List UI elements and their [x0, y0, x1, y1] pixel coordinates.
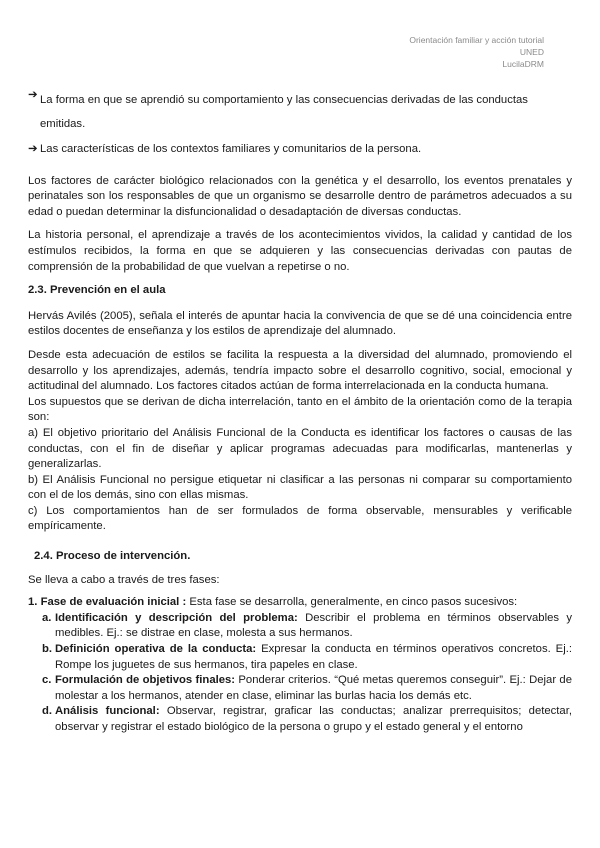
step-text: Observar, registrar, graficar las conductas; analizar prerrequisitos; detectar, observar y registrar el estado biológico de la persona o grupo y el estado general y el entorno: [55, 705, 572, 733]
header-university: UNED: [519, 47, 544, 57]
bullet-text: La forma en que se aprendió su comportamiento y las consecuencias derivadas de las conductas emitidas.: [40, 94, 528, 130]
step-title: Definición operativa de la conducta:: [55, 643, 257, 656]
paragraph: Desde esta adecuación de estilos se facilita la respuesta a la diversidad del alumnado, promoviendo el desarrollo y los aprendizajes, además, tendría impacto sobre el desarrollo cognitivo, social, emocional y actitudinal del alumnado. Los factores citados actúan de forma interrelacionada en la conducta humana.: [28, 348, 572, 393]
section-heading: 2.4. Proceso de intervención.: [34, 550, 191, 563]
paragraph: Los factores de carácter biológico relacionados con la genética y el desarrollo, los eventos prenatales y perinatales son los responsables de que un organismo se desarrolle dentro de parámetros adecuados a su edad o puedan determinar la disfuncionalidad o desadaptación de diversas conductas.: [28, 174, 572, 218]
document-body: [28, 88, 572, 736]
phase-item: [28, 595, 572, 735]
phase-number: 1.: [28, 596, 38, 609]
bullet-text: Las características de los contextos familiares y comunitarios de la persona.: [40, 143, 422, 155]
header-author: LucilaDRM: [502, 59, 544, 69]
step-list: [28, 611, 572, 736]
phase-title: Fase de evaluación inicial :: [40, 596, 187, 609]
step-letter: a.: [42, 611, 52, 624]
paragraph: c) Los comportamientos han de ser formulados de forma observable, mensurables y verificable empíricamente.: [28, 504, 572, 533]
step-title: Identificación y descripción del problema:: [55, 611, 298, 624]
paragraph: Hervás Avilés (2005), señala el interés de apuntar hacia la convivencia de que se dé una coincidencia entre estilos docentes de enseñanza y los estilos de aprendizaje del alumnado.: [28, 309, 572, 338]
paragraph: Se lleva a cabo a través de tres fases:: [28, 573, 220, 586]
section-heading: 2.3. Prevención en el aula: [28, 284, 166, 297]
step-letter: d.: [42, 705, 53, 718]
step-text: Ponderar criterios. “Qué metas queremos conseguir”. Ej.: Dejar de molestar a los hermanos, atender en clase, eliminar las burlas hacia los demás etc.: [55, 674, 572, 702]
step-item: [42, 611, 572, 642]
step-title: Análisis funcional:: [55, 705, 160, 718]
step-item: [42, 642, 572, 673]
phase-description: Esta fase se desarrolla, generalmente, en cinco pasos sucesivos:: [186, 596, 518, 609]
page-header: [409, 34, 544, 70]
step-text: Describir el problema en términos observables y medibles. Ej.: se distrae en clase, molesta a sus hermanos.: [55, 611, 572, 640]
arrow-right-icon: ➔: [28, 89, 38, 101]
step-item: [42, 673, 572, 704]
step-title: Formulación de objetivos finales:: [55, 674, 236, 687]
step-letter: c.: [42, 674, 52, 687]
paragraph: a) El objetivo prioritario del Análisis Funcional de la Conducta es identificar los factores o causas de las conductas, con el fin de diseñar y aplicar programas adecuadas para modificarlas, mantenerlas y generalizarlas.: [28, 426, 572, 471]
step-item: [42, 704, 572, 735]
arrow-right-icon: ➔: [28, 143, 38, 155]
paragraph: La historia personal, el aprendizaje a través de los acontecimientos vividos, la calidad y cantidad de los estímulos recibidos, la forma en que se adquieren y las consecuencias derivadas con pautas de comprensión de la probabilidad de que vuelvan a repetirse o no.: [28, 229, 572, 273]
bullet-item: [28, 88, 572, 136]
phase-list: [28, 595, 572, 735]
step-text: Expresar la conducta en términos operativos concretos. Ej.: Rompe los juguetes de sus hermanos, tira papeles en clase.: [55, 643, 573, 671]
header-course-title: Orientación familiar y acción tutorial: [409, 35, 544, 45]
bullet-item: [28, 142, 572, 158]
step-letter: b.: [42, 643, 53, 656]
paragraph: b) El Análisis Funcional no persigue etiquetar ni clasificar a las personas ni comparar su comportamiento con el de los demás, sino con ellas mismas.: [28, 473, 572, 502]
paragraph: Los supuestos que se derivan de dicha interrelación, tanto en el ámbito de la orientación como de la terapia son:: [28, 395, 572, 424]
